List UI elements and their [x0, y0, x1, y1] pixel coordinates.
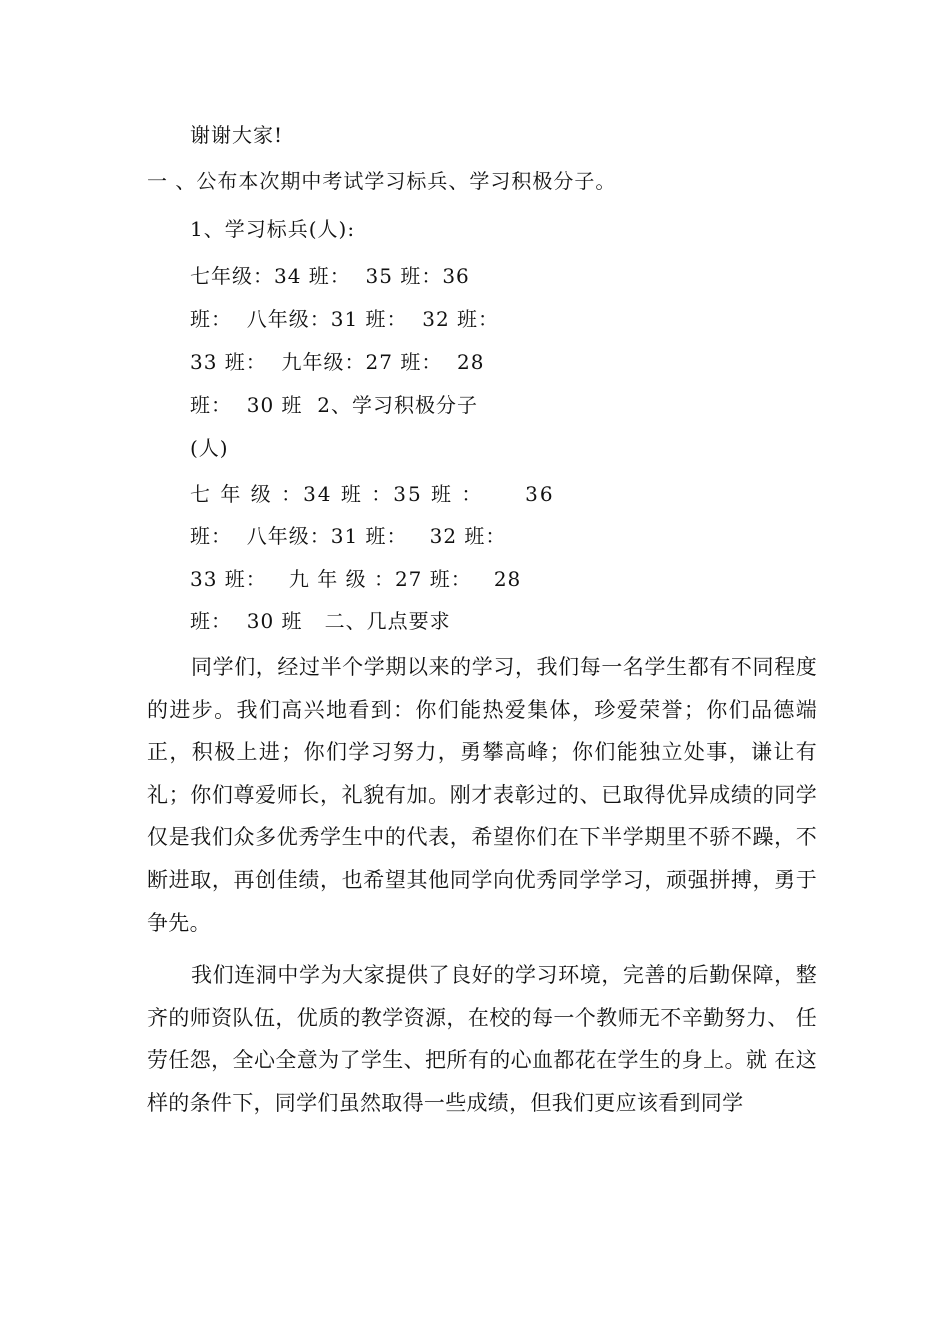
study-model-line-3: 33 班： 九年级：27 班： 28	[190, 350, 485, 374]
study-model-line-4: 班： 30 班 2、学习积极分子	[190, 393, 478, 417]
active-student-line-2: 班： 八年级：31 班： 32 班：	[190, 524, 507, 548]
study-model-line-1: 七年级：34 班： 35 班：36	[190, 264, 470, 288]
active-student-unit: (人)	[190, 436, 229, 460]
body-paragraph-2: 我们连洞中学为大家提供了良好的学习环境，完善的后勤保障，整齐的师资队伍，优质的教学资源，在校的每一个教师无不辛勤努力、 任劳任怨，全心全意为了学生、把所有的心血都花在学生的身上。就 在这样的条件下，同学们虽然取得一些成绩，但我们更应该看到同学	[147, 963, 817, 1115]
body-paragraph-1: 同学们，经过半个学期以来的学习，我们每一名学生都有不同程度的进步。我们高兴地看到：你们能热爱集体，珍爱荣誉；你们品德端正，积极上进；你们学习努力，勇攀高峰；你们能独立处事，谦让有礼；你们尊爱师长，礼貌有加。刚才表彰过的、已取得优异成绩的同学仅是我们众多优秀学生中的代表，希望你们在下半学期里不骄不躁，不断进取，再创佳绩，也希望其他同学向优秀同学学习，顽强拼搏，勇于争先。	[147, 655, 817, 935]
subheading-study-model: 1、学习标兵(人):	[190, 217, 356, 241]
study-model-line-2: 班： 八年级：31 班： 32 班：	[190, 307, 500, 331]
active-student-line-3: 33 班： 九 年 级 ：27 班： 28	[190, 567, 522, 591]
section-heading-2: 班： 30 班 二、几点要求	[190, 609, 451, 633]
closing-thanks: 谢谢大家!	[190, 123, 284, 147]
active-student-line-1: 七 年 级 ：34 班 ：35 班 ： 36	[190, 482, 555, 506]
section-heading-1: 一 、公布本次期中考试学习标兵、学习积极分子。	[147, 169, 617, 193]
